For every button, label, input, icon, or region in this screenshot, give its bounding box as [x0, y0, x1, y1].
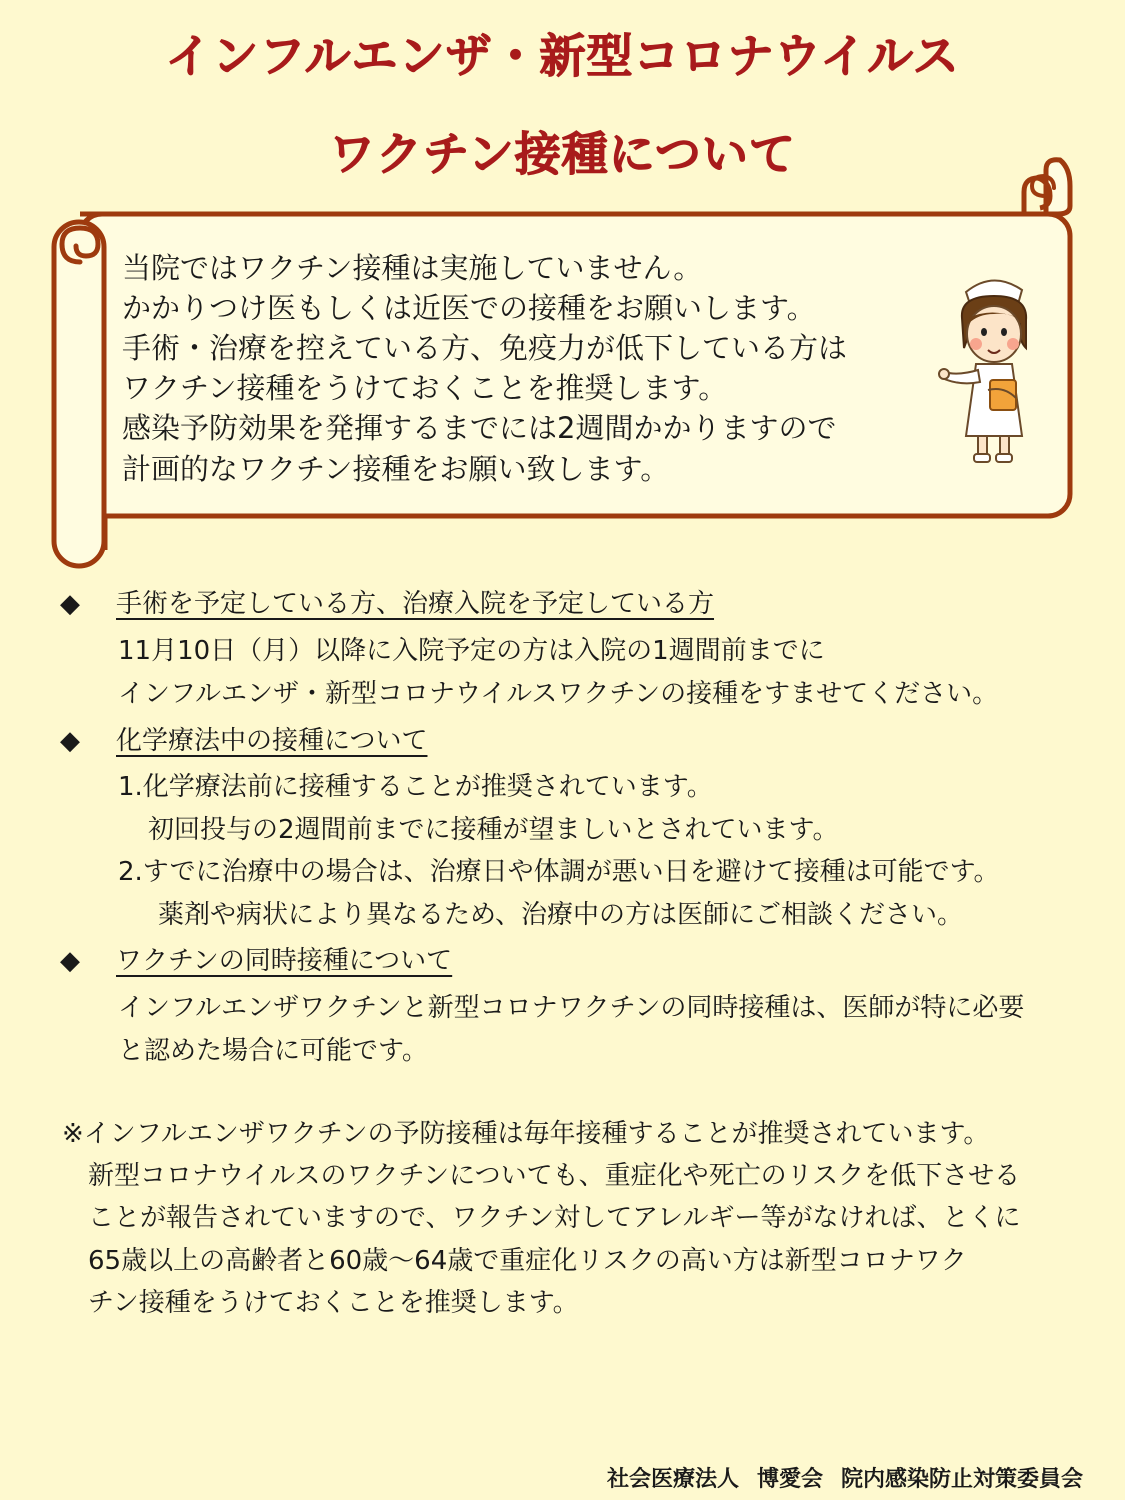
notice-line: 感染予防効果を発揮するまでには2週間かかりますので: [122, 411, 837, 445]
nurse-illustration: [938, 268, 1048, 468]
footer-committee: 院内感染防止対策委員会: [840, 1467, 1083, 1492]
body-line: 薬剤や病状により異なるため、治療中の方は医師にご相談ください。: [158, 900, 963, 930]
footer-organization: [589, 1462, 1083, 1493]
notice-line: かかりつけ医もしくは近医での接種をお願いします。: [122, 291, 816, 325]
diamond-bullet-icon: ◆: [60, 726, 80, 756]
body-line: 1.化学療法前に接種することが推奨されています。: [118, 772, 713, 802]
section-heading: [60, 940, 452, 977]
note-line: ことが報告されていますので、ワクチン対してアレルギー等がなければ、とくに: [88, 1203, 1021, 1233]
diamond-bullet-icon: ◆: [60, 589, 80, 619]
body-line: インフルエンザ・新型コロナウイルスワクチンの接種をすませてください。: [118, 679, 999, 709]
footer-corp-type: 社会医療法人: [606, 1467, 739, 1492]
section-heading-text: ワクチンの同時接種について: [116, 946, 453, 976]
section-heading: [60, 720, 427, 757]
note-line: 新型コロナウイルスのワクチンについても、重症化や死亡のリスクを低下させる: [88, 1161, 1021, 1191]
section-heading: [60, 583, 714, 620]
footer-corp-name: 博愛会: [756, 1467, 823, 1492]
body-line: 2.すでに治療中の場合は、治療日や体調が悪い日を避けて接種は可能です。: [118, 857, 1000, 887]
note-line: 65歳以上の高齢者と60歳～64歳で重症化リスクの高い方は新型コロナワク: [88, 1246, 967, 1276]
body-line: 11月10日（月）以降に入院予定の方は入院の1週間前までに: [118, 636, 825, 666]
notice-line: ワクチン接種をうけておくことを推奨します。: [122, 371, 728, 405]
note-line: ※インフルエンザワクチンの予防接種は毎年接種することが推奨されています。: [62, 1119, 990, 1149]
body-line: インフルエンザワクチンと新型コロナワクチンの同時接種は、医師が特に必要: [118, 993, 1025, 1023]
diamond-bullet-icon: ◆: [60, 946, 80, 976]
body-line: と認めた場合に可能です。: [118, 1036, 428, 1066]
notice-line: 計画的なワクチン接種をお願い致します。: [122, 452, 670, 486]
page-title-line2: ワクチン接種について: [329, 127, 796, 181]
notice-line: 手術・治療を控えている方、免疫力が低下している方は: [122, 331, 848, 365]
notice-line: 当院ではワクチン接種は実施していません。: [122, 251, 703, 285]
body-line: 初回投与の2週間前までに接種が望ましいとされています。: [148, 815, 839, 845]
note-line: チン接種をうけておくことを推奨します。: [88, 1288, 579, 1318]
page-title-line1: インフルエンザ・新型コロナウイルス: [165, 29, 960, 83]
section-heading-text: 手術を予定している方、治療入院を予定している方: [116, 589, 715, 619]
section-heading-text: 化学療法中の接種について: [116, 726, 428, 756]
